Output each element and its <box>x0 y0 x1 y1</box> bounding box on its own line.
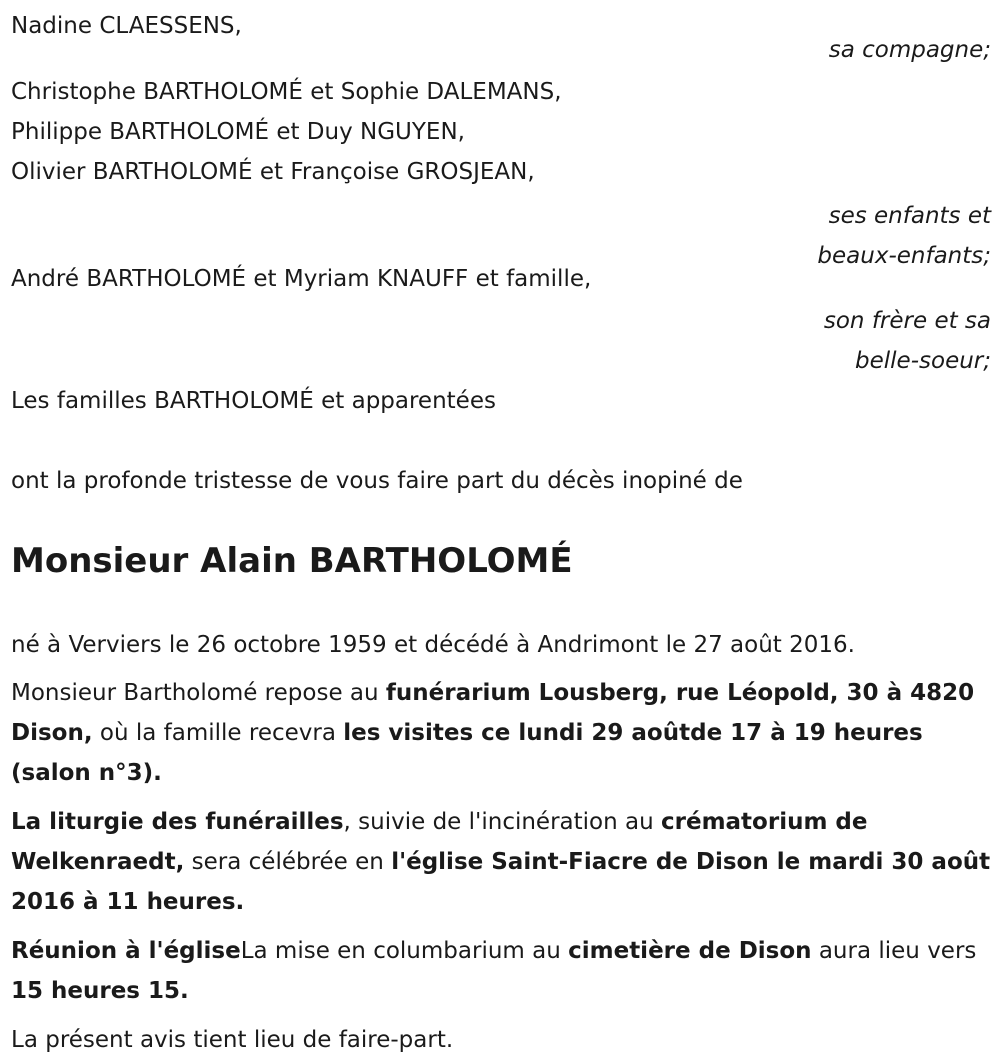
columbarium-text: La mise en columbarium au <box>240 938 569 964</box>
church-date-time: l'église Saint-Fiacre de Dison le mardi 30 août 2016 à 11 heures. <box>11 849 991 915</box>
family-line: Christophe BARTHOLOMÉ et Sophie DALEMANS, <box>11 79 562 105</box>
relation-label-line: ses enfants et <box>828 203 991 229</box>
liturgy-text: , suivie de l'incinération au <box>343 809 661 835</box>
visitation-hours: les visites ce lundi 29 aoûtde 17 à 19 heures (salon n°3). <box>11 720 923 786</box>
relation-label <box>11 301 991 381</box>
visitation-paragraph <box>11 673 991 793</box>
birth-death-text: né à Verviers le 26 octobre 1959 et décédé à Andrimont le 27 août 2016. <box>11 632 855 658</box>
relation-label-line: son frère et sa <box>823 308 991 334</box>
relation-label-line: sa compagne; <box>828 37 991 63</box>
liturgy-title: La liturgie des funérailles <box>11 809 344 835</box>
family-line: Nadine CLAESSENS, <box>11 13 242 39</box>
columbarium-paragraph <box>11 931 991 1011</box>
family-line: Olivier BARTHOLOMÉ et Françoise GROSJEAN, <box>11 159 535 185</box>
relation-label-line: belle-soeur; <box>855 348 991 374</box>
deceased-name: Monsieur Alain BARTHOLOMÉ <box>11 541 573 581</box>
closing-text: La présent avis tient lieu de faire-part. <box>11 1027 454 1053</box>
relation-label-line: beaux-enfants; <box>817 243 991 269</box>
family-line: Les familles BARTHOLOMÉ et apparentées <box>11 388 496 414</box>
obituary-notice <box>11 6 991 1060</box>
funerarium-address: funérarium Lousberg, rue Léopold, 30 à 4820 Dison, <box>11 680 975 746</box>
family-line: André BARTHOLOMÉ et Myriam KNAUFF et famille, <box>11 266 592 292</box>
cemetery-name: cimetière de Dison <box>568 938 812 964</box>
visitation-text: Monsieur Bartholomé repose au <box>11 680 386 706</box>
columbarium-time: 15 heures 15. <box>11 978 189 1004</box>
visitation-text: où la famille recevra <box>92 720 344 746</box>
family-line: Philippe BARTHOLOMÉ et Duy NGUYEN, <box>11 119 465 145</box>
liturgy-text: sera célébrée en <box>184 849 392 875</box>
meeting-place: Réunion à l'église <box>11 938 241 964</box>
crematorium-name: crématorium de Welkenraedt, <box>11 809 868 875</box>
columbarium-text: aura lieu vers <box>811 938 977 964</box>
liturgy-paragraph <box>11 802 991 922</box>
announcement-text: ont la profonde tristesse de vous faire part du décès inopiné de <box>11 468 743 494</box>
